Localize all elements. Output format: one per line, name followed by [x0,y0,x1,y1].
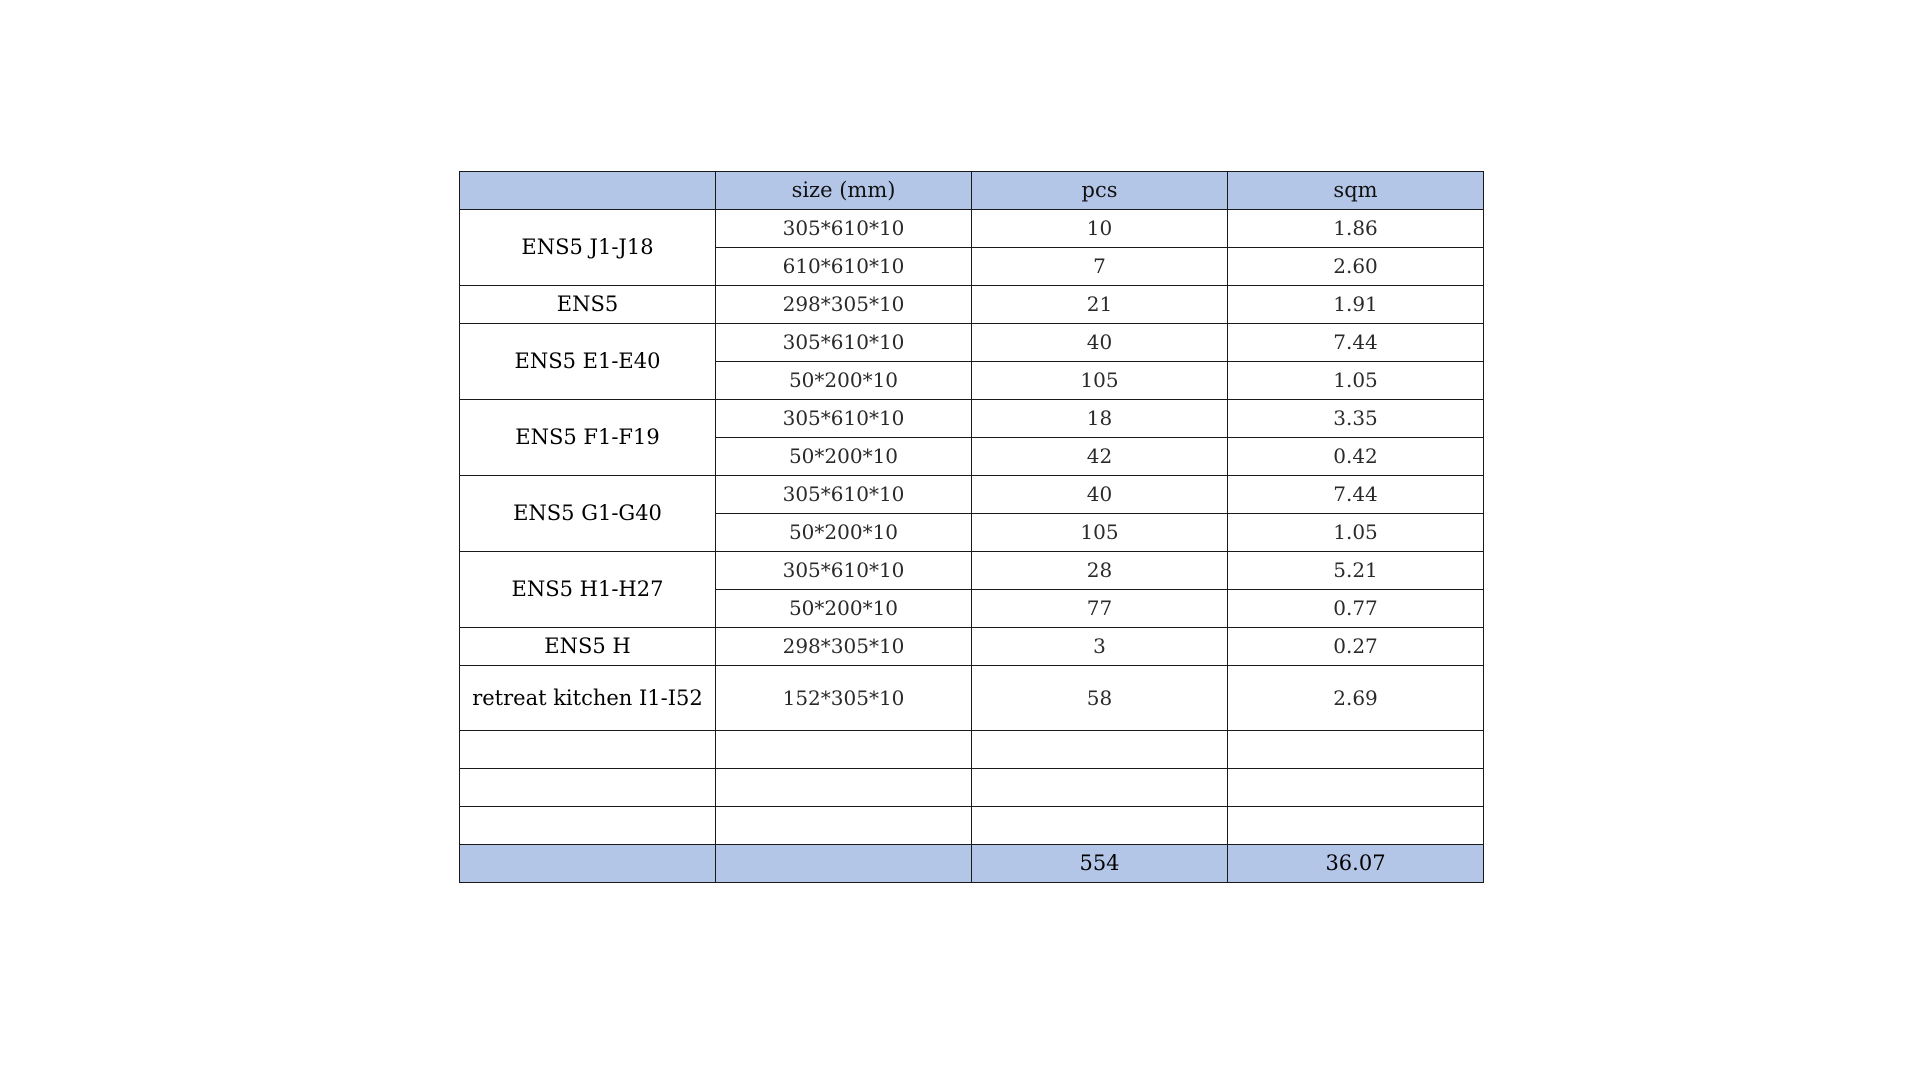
size-cell: 152*305*10 [716,666,972,731]
sqm-cell: 5.21 [1228,552,1484,590]
header-cell-pcs: pcs [972,172,1228,210]
pcs-cell: 18 [972,400,1228,438]
empty-cell [1228,807,1484,845]
tile-quantity-table [459,171,1484,883]
pcs-cell: 3 [972,628,1228,666]
size-cell: 298*305*10 [716,286,972,324]
total-pcs-cell: 554 [972,845,1228,883]
pcs-cell: 21 [972,286,1228,324]
empty-cell [1228,769,1484,807]
sqm-cell: 2.60 [1228,248,1484,286]
empty-cell [716,807,972,845]
sqm-cell: 3.35 [1228,400,1484,438]
empty-row [460,731,1484,769]
sqm-cell: 7.44 [1228,324,1484,362]
group-label: ENS5 H [460,628,716,666]
pcs-cell: 40 [972,324,1228,362]
table-row [460,324,1484,362]
size-cell: 305*610*10 [716,324,972,362]
size-cell: 305*610*10 [716,400,972,438]
empty-cell [716,731,972,769]
sqm-cell: 1.05 [1228,514,1484,552]
size-cell: 50*200*10 [716,362,972,400]
size-cell: 305*610*10 [716,210,972,248]
table-row [460,666,1484,731]
size-cell: 50*200*10 [716,438,972,476]
total-sqm-cell: 36.07 [1228,845,1484,883]
size-cell: 610*610*10 [716,248,972,286]
empty-cell [460,731,716,769]
empty-cell [460,769,716,807]
empty-cell [972,807,1228,845]
header-cell-sqm: sqm [1228,172,1484,210]
empty-row [460,769,1484,807]
size-cell: 298*305*10 [716,628,972,666]
pcs-cell: 105 [972,514,1228,552]
sqm-cell: 0.27 [1228,628,1484,666]
empty-cell [972,769,1228,807]
header-cell-size: size (mm) [716,172,972,210]
header-row [460,172,1484,210]
empty-cell [1228,731,1484,769]
sqm-cell: 1.05 [1228,362,1484,400]
pcs-cell: 7 [972,248,1228,286]
size-cell: 305*610*10 [716,552,972,590]
table-row [460,286,1484,324]
table-row [460,552,1484,590]
sqm-cell: 0.77 [1228,590,1484,628]
pcs-cell: 10 [972,210,1228,248]
empty-cell [716,769,972,807]
group-label: retreat kitchen I1-I52 [460,666,716,731]
sqm-cell: 1.86 [1228,210,1484,248]
table-row [460,400,1484,438]
pcs-cell: 42 [972,438,1228,476]
group-label: ENS5 [460,286,716,324]
total-label-cell [460,845,716,883]
empty-cell [460,807,716,845]
pcs-cell: 77 [972,590,1228,628]
empty-row [460,807,1484,845]
group-label: ENS5 E1-E40 [460,324,716,400]
group-label: ENS5 G1-G40 [460,476,716,552]
pcs-cell: 28 [972,552,1228,590]
empty-cell [972,731,1228,769]
pcs-cell: 105 [972,362,1228,400]
group-label: ENS5 J1-J18 [460,210,716,286]
pcs-cell: 58 [972,666,1228,731]
sqm-cell: 7.44 [1228,476,1484,514]
size-cell: 50*200*10 [716,514,972,552]
size-cell: 305*610*10 [716,476,972,514]
total-size-cell [716,845,972,883]
table-row [460,628,1484,666]
sqm-cell: 2.69 [1228,666,1484,731]
header-cell-blank [460,172,716,210]
table-row [460,476,1484,514]
group-label: ENS5 H1-H27 [460,552,716,628]
size-cell: 50*200*10 [716,590,972,628]
table-row [460,210,1484,248]
sqm-cell: 0.42 [1228,438,1484,476]
pcs-cell: 40 [972,476,1228,514]
group-label: ENS5 F1-F19 [460,400,716,476]
total-row [460,845,1484,883]
sqm-cell: 1.91 [1228,286,1484,324]
